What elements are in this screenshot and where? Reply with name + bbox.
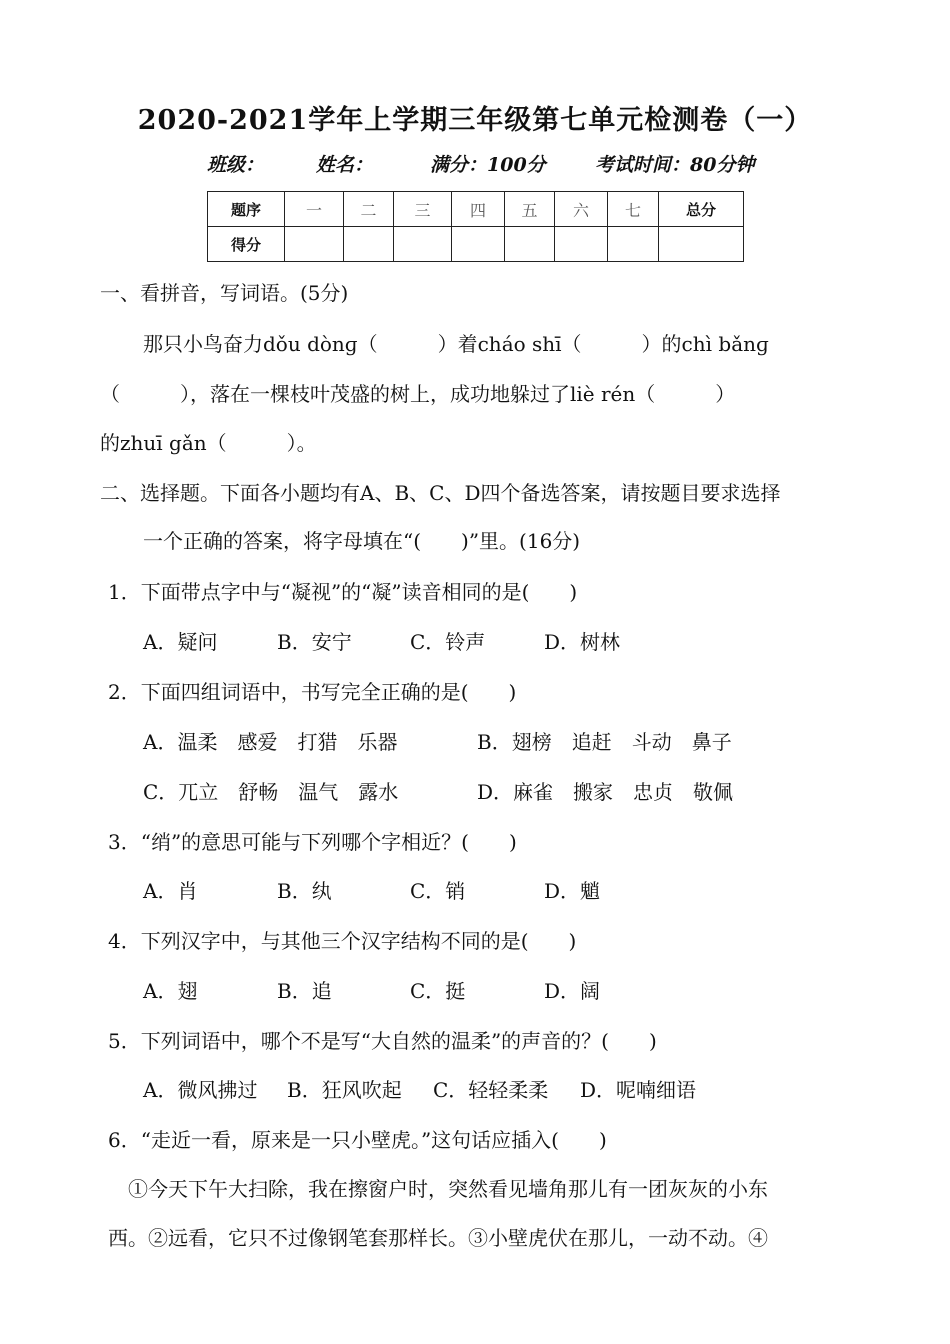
score-cell bbox=[344, 227, 394, 262]
exam-title: 2020-2021学年上学期三年级第七单元检测卷（一） bbox=[137, 105, 813, 136]
question-4: 4．下列汉字中，与其他三个汉字结构不同的是( ) bbox=[108, 929, 577, 953]
q1-option-b: B．安宁 bbox=[277, 630, 352, 654]
q2-option-b: B．翅榜 追赶 斗动 鼻子 bbox=[477, 730, 732, 754]
q4-option-a: A．翅 bbox=[143, 979, 198, 1003]
q5-option-a: A．微风拂过 bbox=[143, 1078, 258, 1102]
section1-heading: 一、看拼音，写词语。(5分) bbox=[100, 281, 349, 305]
q3-option-b: B．纨 bbox=[277, 879, 332, 903]
q1-option-d: D．树林 bbox=[544, 630, 621, 654]
question-6: 6．“走近一看，原来是一只小壁虎。”这句话应插入( ) bbox=[108, 1128, 607, 1152]
question-1: 1．下面带点字中与“凝视”的“凝”读音相同的是( ) bbox=[108, 580, 578, 604]
question-2: 2．下面四组词语中，书写完全正确的是( ) bbox=[108, 680, 517, 704]
question-5: 5．下列词语中，哪个不是写“大自然的温柔”的声音的？( ) bbox=[108, 1029, 657, 1053]
col-4: 四 bbox=[452, 192, 505, 227]
score-cell bbox=[452, 227, 505, 262]
passage-line-1: ①今天下午大扫除，我在擦窗户时，突然看见墙角那儿有一团灰灰的小东 bbox=[128, 1177, 768, 1201]
q4-option-b: B．追 bbox=[277, 979, 332, 1003]
q2-option-a: A．温柔 感爱 打猎 乐器 bbox=[143, 730, 398, 754]
full-score: 满分：100分 bbox=[430, 154, 546, 176]
name-label: 姓名： bbox=[316, 154, 374, 176]
score-cell bbox=[285, 227, 344, 262]
section2-heading-cont: 一个正确的答案，将字母填在“( )”里。(16分) bbox=[143, 529, 581, 553]
question-3: 3．“绡”的意思可能与下列哪个字相近？( ) bbox=[108, 830, 517, 854]
score-cell bbox=[394, 227, 452, 262]
q4-option-c: C．挺 bbox=[410, 979, 466, 1003]
section1-line2: （ ），落在一棵枝叶茂盛的树上，成功地躲过了liè rén（ ） bbox=[100, 382, 736, 406]
passage-line-2: 西。②远看，它只不过像钢笔套那样长。③小壁虎伏在那儿，一动不动。④ bbox=[108, 1226, 768, 1250]
q2-option-d: D．麻雀 搬家 忠贞 敬佩 bbox=[477, 780, 734, 804]
q5-option-c: C．轻轻柔柔 bbox=[433, 1078, 549, 1102]
section2-heading: 二、选择题。下面各小题均有A、B、C、D四个备选答案，请按题目要求选择 bbox=[100, 481, 781, 505]
q3-option-d: D．魈 bbox=[544, 879, 601, 903]
col-2: 二 bbox=[344, 192, 394, 227]
q5-option-d: D．呢喃细语 bbox=[580, 1078, 697, 1102]
col-6: 六 bbox=[555, 192, 608, 227]
row-label-order: 题序 bbox=[208, 192, 285, 227]
q1-option-c: C．铃声 bbox=[410, 630, 486, 654]
exam-time: 考试时间：80分钟 bbox=[595, 154, 755, 176]
score-table-header-row bbox=[208, 192, 744, 227]
col-total: 总分 bbox=[659, 192, 744, 227]
q2-option-c: C．兀立 舒畅 温气 露水 bbox=[143, 780, 399, 804]
q1-option-a: A．疑问 bbox=[143, 630, 218, 654]
section1-line3: 的zhuī gǎn（ ）。 bbox=[100, 431, 317, 455]
col-1: 一 bbox=[285, 192, 344, 227]
score-table bbox=[207, 191, 744, 262]
q3-option-a: A．肖 bbox=[143, 879, 198, 903]
q5-option-b: B．狂风吹起 bbox=[287, 1078, 402, 1102]
score-cell bbox=[505, 227, 555, 262]
q3-option-c: C．销 bbox=[410, 879, 466, 903]
score-cell bbox=[608, 227, 659, 262]
col-7: 七 bbox=[608, 192, 659, 227]
col-3: 三 bbox=[394, 192, 452, 227]
score-table-score-row bbox=[208, 227, 744, 262]
class-label: 班级： bbox=[207, 154, 265, 176]
score-cell bbox=[555, 227, 608, 262]
section1-line1: 那只小鸟奋力dǒu dònɡ（ ）着cháo shī（ ）的chì bǎnɡ bbox=[143, 332, 769, 356]
score-cell bbox=[659, 227, 744, 262]
col-5: 五 bbox=[505, 192, 555, 227]
q4-option-d: D．阔 bbox=[544, 979, 601, 1003]
row-label-score: 得分 bbox=[208, 227, 285, 262]
